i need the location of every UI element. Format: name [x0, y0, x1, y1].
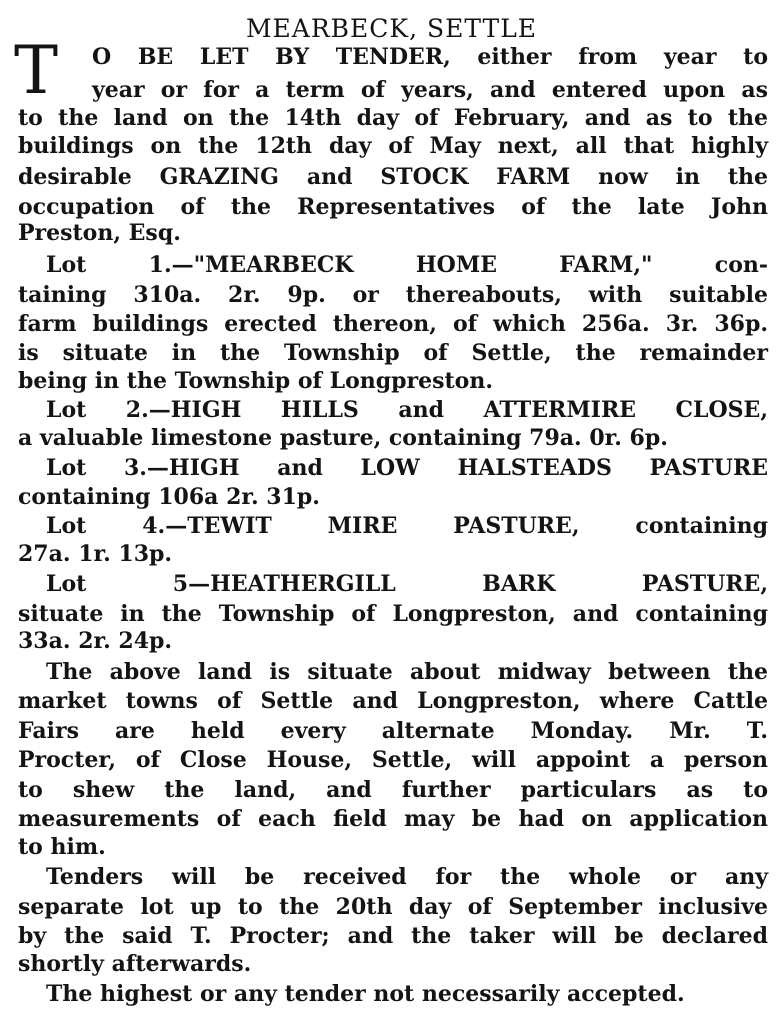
text-line: taining 310a. 2r. 9p. or thereabouts, with suitable [18, 282, 768, 308]
text-line: to him. [18, 834, 106, 860]
text-line: measurements of each field may be had on application [18, 806, 768, 832]
notice-title: MEARBECK, SETTLE [245, 14, 538, 43]
text-line: is situate in the Township of Settle, the remainder [18, 340, 768, 366]
text-line: by the said T. Procter; and the taker will be declared [18, 923, 768, 949]
text-line: shortly afterwards. [18, 951, 252, 977]
text-line: separate lot up to the 20th day of September inclusive [18, 894, 768, 920]
text-line: O BE LET BY TENDER, either from year to [92, 44, 768, 70]
text-line: year or for a term of years, and entered upon as [92, 77, 768, 103]
text-line: Lot 3.—HIGH and LOW HALSTEADS PASTURE [46, 455, 768, 481]
text-line: The above land is situate about midway between the [46, 659, 768, 685]
text-line: 33a. 2r. 24p. [18, 628, 173, 654]
text-line: Fairs are held every alternate Monday. Mr. T. [18, 718, 768, 744]
text-line: farm buildings erected thereon, of which 256a. 3r. 36p. [18, 311, 768, 337]
text-line: Lot 1.—"MEARBECK HOME FARM," con- [46, 252, 768, 278]
text-line: containing 106a 2r. 31p. [18, 484, 320, 510]
text-line: Lot 5—HEATHERGILL BARK PASTURE, [46, 571, 768, 597]
text-line: buildings on the 12th day of May next, all that highly [18, 133, 768, 159]
text-line: 27a. 1r. 13p. [18, 541, 173, 567]
text-line: Lot 4.—TEWIT MIRE PASTURE, containing [46, 513, 768, 539]
text-line: Procter, of Close House, Settle, will appoint a person [18, 747, 768, 773]
text-line: to shew the land, and further particulars as to [18, 777, 768, 803]
drop-cap: T [14, 32, 59, 109]
text-line: desirable GRAZING and STOCK FARM now in the [18, 164, 768, 190]
text-line: Preston, Esq. [18, 220, 181, 246]
text-line: market towns of Settle and Longpreston, where Cattle [18, 688, 768, 714]
text-line: The highest or any tender not necessarily accepted. [46, 981, 685, 1007]
text-line: a valuable limestone pasture, containing 79a. 0r. 6p. [18, 425, 668, 451]
text-line: being in the Township of Longpreston. [18, 368, 493, 394]
text-line: situate in the Township of Longpreston, and containing [18, 601, 768, 627]
text-line: to the land on the 14th day of February, and as to the [18, 105, 768, 131]
text-line: occupation of the Representatives of the late John [18, 194, 768, 220]
text-line: Tenders will be received for the whole or any [46, 864, 768, 890]
text-line: Lot 2.—HIGH HILLS and ATTERMIRE CLOSE, [46, 397, 768, 423]
